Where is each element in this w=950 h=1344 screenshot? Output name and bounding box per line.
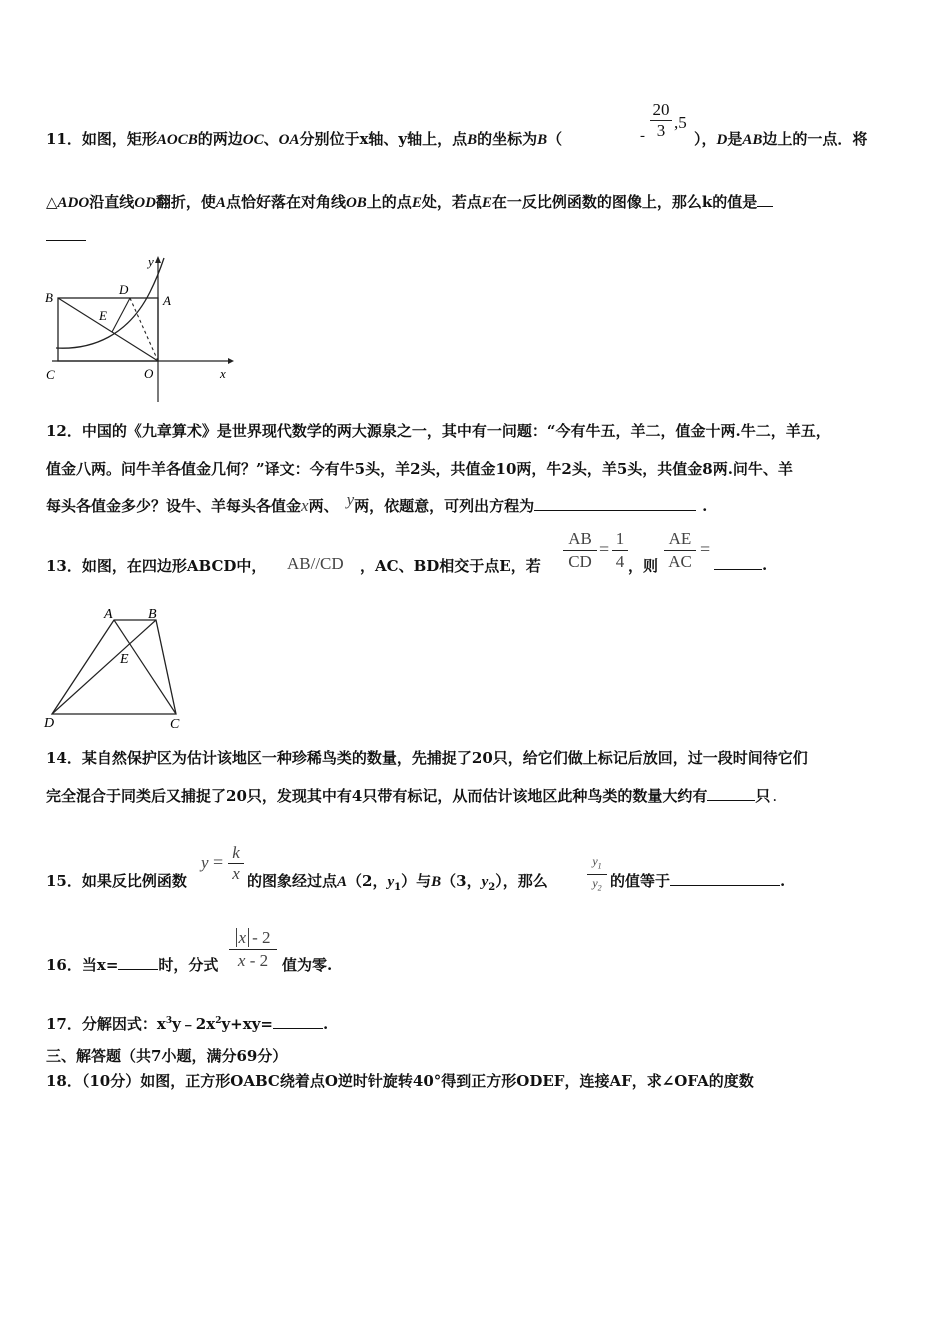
q11-paren: ），: [694, 130, 717, 148]
q13-frac-ab-cd: [563, 528, 597, 573]
q15-end: [610, 870, 785, 891]
label-c: C: [170, 717, 180, 732]
q17-sup: 2: [215, 1016, 222, 1026]
q17-text: y+xy=: [221, 1015, 273, 1033]
q13-then: ，则: [628, 557, 659, 575]
segment-de: [112, 298, 130, 332]
section-heading: 三、解答题（共7小题，满分69分）: [46, 1047, 288, 1065]
label-b: B: [148, 607, 157, 622]
q15-text: ）与: [401, 872, 432, 890]
q11-line2: [46, 191, 773, 212]
label-x: x: [220, 366, 226, 381]
frac-y: y: [592, 854, 598, 868]
label-e: E: [99, 308, 107, 323]
q13-eq2: =: [700, 539, 711, 559]
q11-text: 上的点: [366, 193, 412, 211]
frac-num: AE: [668, 529, 692, 548]
q12-period: .: [702, 497, 708, 515]
q13-mid: ，AC、BD相交于点E，若: [360, 557, 541, 575]
label-d: D: [44, 716, 55, 731]
q15-prefix: 15．如果反比例函数: [46, 872, 187, 890]
q11-text: 是: [727, 130, 743, 148]
den-rest: - 2: [249, 951, 269, 970]
q11-line1: [46, 128, 562, 149]
label-d: D: [119, 282, 129, 297]
q11-text: 翻折，使: [155, 193, 216, 211]
frac-den: 4: [612, 550, 628, 573]
q11-b: B: [537, 132, 548, 148]
var-x: x: [238, 928, 247, 947]
q12-text: 两，依题意，可列出方程为: [354, 497, 535, 515]
q13-figure: [40, 602, 190, 732]
label-a: A: [163, 293, 171, 308]
q15-text: （3，: [441, 872, 482, 890]
q17-sup: 3: [165, 1016, 173, 1026]
abs-bars: [236, 928, 250, 947]
q11-b: B: [467, 132, 478, 148]
q13-eq1: =: [599, 539, 610, 559]
q11-e: E: [411, 195, 422, 211]
q14-text: 完全混合于同类后又捕捉了20只，发现其中有4只带有标记，从而估计该地区此种鸟类的数量大约有: [46, 787, 708, 805]
quadrilateral-abcd: [52, 620, 176, 714]
answer-blank: [534, 496, 696, 511]
q16-text: 16．当x=: [46, 956, 119, 974]
label-y: y: [148, 254, 154, 269]
q12-line1: 12．中国的《九章算术》是世界现代数学的两大源泉之一，其中有一问题：“今有牛五，羊二，值金十两.牛二，羊五，: [46, 422, 831, 440]
q11-text: 点恰好落在对角线: [225, 193, 346, 211]
q14-line1: 14．某自然保护区为估计该地区一种珍稀鸟类的数量，先捕捉了20只，给它们做上标记后放回，过一段时间待它们: [46, 749, 808, 767]
frac-num: [587, 853, 607, 874]
frac-den: [229, 949, 277, 972]
q11-ob: OB: [345, 195, 367, 211]
var-x: x: [237, 951, 246, 970]
q11-paren: （: [547, 130, 563, 148]
q11-text: 边上的一点．将: [762, 130, 868, 148]
frac-sub: 2: [597, 883, 602, 893]
q18: 18．（10分）如图，正方形OABC绕着点O逆时针旋转40°得到正方形ODEF，连接AF，求∠OFA的度数: [46, 1072, 754, 1090]
q15-text: （2，: [347, 872, 388, 890]
q13-parallel: AB//CD: [287, 554, 344, 573]
q13-answer: [714, 555, 767, 574]
q15-eq: =: [213, 852, 224, 872]
answer-blank: [273, 1014, 323, 1029]
q17-text: 17．分解因式：x: [46, 1015, 166, 1033]
q16-fraction: [229, 927, 277, 972]
q13-frac-1-4: [612, 528, 628, 573]
q11-oa: OA: [278, 132, 300, 148]
q11-coord-tail: ,5: [674, 113, 687, 132]
diagonal-ac: [114, 620, 176, 714]
q15-text: 的值等于: [610, 872, 671, 890]
q15-frac-k-x: [228, 843, 244, 884]
q11-ado: ADO: [57, 195, 90, 211]
q15-y1: y: [387, 874, 395, 890]
frac-y: y: [592, 876, 598, 891]
var-y: y: [346, 490, 355, 509]
q11-text: 分别位于x轴、y轴上，点: [299, 130, 468, 148]
q11-ab: AB: [742, 132, 763, 148]
answer-blank: [707, 786, 755, 801]
frac-den: x: [228, 863, 244, 884]
q11-text: 的坐标为: [477, 130, 538, 148]
q15-a: A: [337, 874, 348, 890]
label-o: O: [144, 366, 154, 381]
frac-num: 1: [615, 529, 625, 548]
q15-text: 的图象经过点: [247, 872, 338, 890]
q17: [46, 1013, 328, 1034]
label-e: E: [120, 652, 129, 667]
q12-text: 每头各值金多少？设牛、羊每头各值金: [46, 497, 302, 515]
q12-line3: [46, 490, 708, 516]
q11-frac-num: 20: [652, 100, 670, 119]
q17-text: y﹣2x: [172, 1015, 216, 1033]
q11-aocb: AOCB: [156, 132, 198, 148]
q13-frac-ae-ac: [664, 528, 696, 573]
q15-text: ），那么: [495, 872, 548, 890]
q11-line1-end: [694, 128, 867, 149]
q15-b: B: [431, 874, 442, 890]
q11-oc: OC: [242, 132, 264, 148]
q11-text: 的两边: [197, 130, 243, 148]
q14-line2: [46, 785, 777, 806]
q14-text: 只: [755, 787, 771, 805]
label-b: B: [45, 290, 53, 305]
q16-text: 时，分式: [158, 956, 219, 974]
q15-period: .: [780, 872, 786, 890]
q16-suffix: 值为零.: [282, 956, 333, 974]
q15-sub: 2: [488, 882, 496, 893]
q11-d: D: [716, 132, 728, 148]
q14-dot: .: [772, 787, 778, 805]
q11-frac-den: 3: [650, 120, 672, 141]
x-axis-arrow: [228, 358, 234, 364]
q11-text: 处，若点: [421, 193, 482, 211]
label-c: C: [46, 367, 55, 382]
num-rest: - 2: [252, 928, 271, 947]
q15-mid: [247, 870, 548, 893]
answer-blank: [118, 955, 158, 970]
frac-den: CD: [563, 550, 597, 573]
answer-blank: [670, 871, 780, 886]
q11-od: OD: [134, 195, 156, 211]
q11-figure: [42, 252, 238, 404]
triangle-symbol: △: [46, 193, 58, 211]
q12-text: 两、: [308, 497, 339, 515]
y-axis-arrow: [155, 256, 161, 263]
q15-y: y: [201, 853, 209, 872]
frac-den: AC: [664, 550, 696, 573]
hyperbola-curve: [56, 258, 164, 348]
q11-text: 沿直线: [89, 193, 135, 211]
q11-a: A: [215, 195, 226, 211]
q13-prefix: 13．如图，在四边形ABCD中，: [46, 557, 267, 575]
frac-den: [587, 874, 607, 896]
q11-fraction: [650, 100, 672, 141]
q11-text: 11．如图，矩形: [46, 130, 157, 148]
label-a: A: [104, 607, 113, 622]
q11-text: 、: [263, 130, 279, 148]
q12-line2: 值金八两。问牛羊各值金几何？”译文：今有牛5头，羊2头，共值金10两，牛2头，羊5头，共值金8两.问牛、羊: [46, 460, 793, 478]
q11-minus: -: [640, 128, 645, 144]
frac-sub: 1: [597, 861, 602, 871]
q13-period: .: [762, 556, 768, 574]
var-x: x: [301, 496, 309, 515]
q15-sub: 1: [394, 882, 402, 893]
q16-prefix: [46, 954, 218, 975]
q15-frac-y1-y2: [587, 853, 607, 897]
answer-blank: [757, 192, 773, 207]
frac-num: AB: [568, 529, 592, 548]
frac-num: [229, 927, 277, 949]
answer-blank: [46, 240, 86, 241]
diagonal-ob: [58, 298, 158, 361]
q11-e: E: [481, 195, 492, 211]
q15-y2: y: [481, 874, 489, 890]
q11-text: 在一反比例函数的图像上，那么k的值是: [491, 193, 758, 211]
frac-num: k: [232, 843, 240, 862]
q17-period: .: [322, 1015, 329, 1033]
answer-blank: [714, 555, 762, 570]
